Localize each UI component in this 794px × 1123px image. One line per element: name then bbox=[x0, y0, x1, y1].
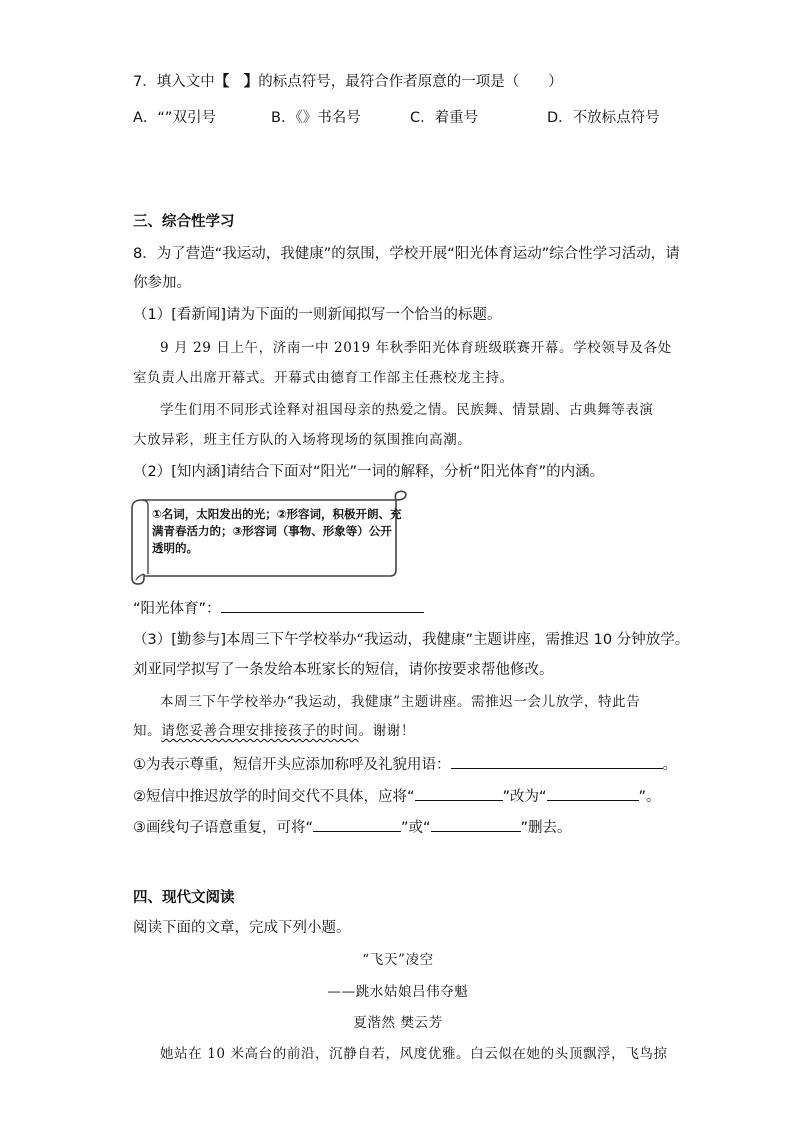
sub3-item3: ③画线句子语意重复，可将“ ”或“ ”删去。 bbox=[133, 817, 572, 838]
sub3-item1: ①为表示尊重，短信开头应添加称呼及礼貌用语： 。 bbox=[133, 754, 677, 775]
time-revised-blank[interactable] bbox=[547, 786, 639, 801]
time-original-blank[interactable] bbox=[415, 786, 503, 801]
q7-option-c[interactable]: C．着重号 bbox=[410, 110, 479, 126]
article-subtitle: ——跳水姑娘吕伟夺魁 bbox=[327, 984, 469, 1000]
greeting-blank[interactable] bbox=[451, 754, 663, 769]
sub3-item2: ②短信中推迟放学的时间交代不具体，应将“ ”改为“ ”。 bbox=[133, 786, 661, 807]
article-authors: 夏湝然 樊云芳 bbox=[353, 1015, 443, 1031]
yangguang-answer-line bbox=[133, 598, 424, 619]
q7-bracket: 【 】 bbox=[214, 74, 259, 90]
sms-line2: 知。请您妥善合理安排接孩子的时间。谢谢！ bbox=[133, 723, 416, 739]
q8-sub3-line2: 刘亚同学拟写了一条发给本班家长的短信，请你按要求帮他修改。 bbox=[133, 662, 554, 678]
section4-intro: 阅读下面的文章，完成下列小题。 bbox=[133, 920, 351, 936]
section4-heading: 四、现代文阅读 bbox=[133, 890, 235, 906]
q8-text-line2: 你参加。 bbox=[133, 275, 191, 291]
yangguang-definition: ①名词，太阳发出的光；②形容词，积极开朗、充满青春活力的；③形容词（事物、形象等）公开透明的。 bbox=[152, 507, 402, 555]
redundant-word1-blank[interactable] bbox=[313, 817, 401, 832]
article-body-line1: 她站在 10 米高台的前沿，沉静自若，风度优雅。白云似在她的头顶飘浮，飞鸟掠 bbox=[160, 1046, 668, 1062]
section3-heading: 三、综合性学习 bbox=[133, 214, 235, 230]
article-title: “飞天”凌空 bbox=[362, 952, 434, 968]
news-line2: 室负责人出席开幕式。开幕式由德育工作部主任燕校龙主持。 bbox=[133, 370, 514, 386]
sms-underlined-sentence: 请您妥善合理安排接孩子的时间 bbox=[161, 723, 359, 739]
q8-sub2: （2）[知内涵]请结合下面对“阳光”一词的解释，分析“阳光体育”的内涵。 bbox=[133, 464, 605, 480]
yangguang-label: “阳光体育”： bbox=[133, 601, 221, 617]
q8-sub3-line1: （3）[勤参与]本周三下午学校举办“我运动，我健康”主题讲座，需推迟 10 分钟放学。 bbox=[133, 632, 690, 648]
q7-prompt: 7．填入文中【 】的标点符号，最符合作者原意的一项是（ ） bbox=[133, 74, 563, 90]
q8-sub1: （1）[看新闻]请为下面的一则新闻拟写一个恰当的标题。 bbox=[133, 307, 502, 323]
q7-option-b[interactable]: B．《》书名号 bbox=[271, 110, 361, 126]
q7-option-a[interactable]: A．“”双引号 bbox=[133, 110, 216, 126]
sms-line1: 本周三下午学校举办“我运动，我健康”主题讲座。需推迟一会儿放学，特此告 bbox=[160, 694, 641, 710]
news-line3: 学生们用不同形式诠释对祖国母亲的热爱之情。民族舞、情景剧、古典舞等表演 bbox=[160, 402, 654, 418]
q8-text-line1: 8．为了营造“我运动，我健康”的氛围，学校开展“阳光体育运动”综合性学习活动，请 bbox=[133, 246, 680, 262]
yangguang-blank[interactable] bbox=[221, 598, 424, 613]
news-line1: 9 月 29 日上午，济南一中 2019 年秋季阳光体育班级联赛开幕。学校领导及各处 bbox=[160, 340, 672, 356]
news-line4: 大放异彩，班主任方队的入场将现场的氛围推向高潮。 bbox=[133, 432, 472, 448]
redundant-word2-blank[interactable] bbox=[431, 817, 521, 832]
q7-option-d[interactable]: D．不放标点符号 bbox=[547, 110, 660, 126]
